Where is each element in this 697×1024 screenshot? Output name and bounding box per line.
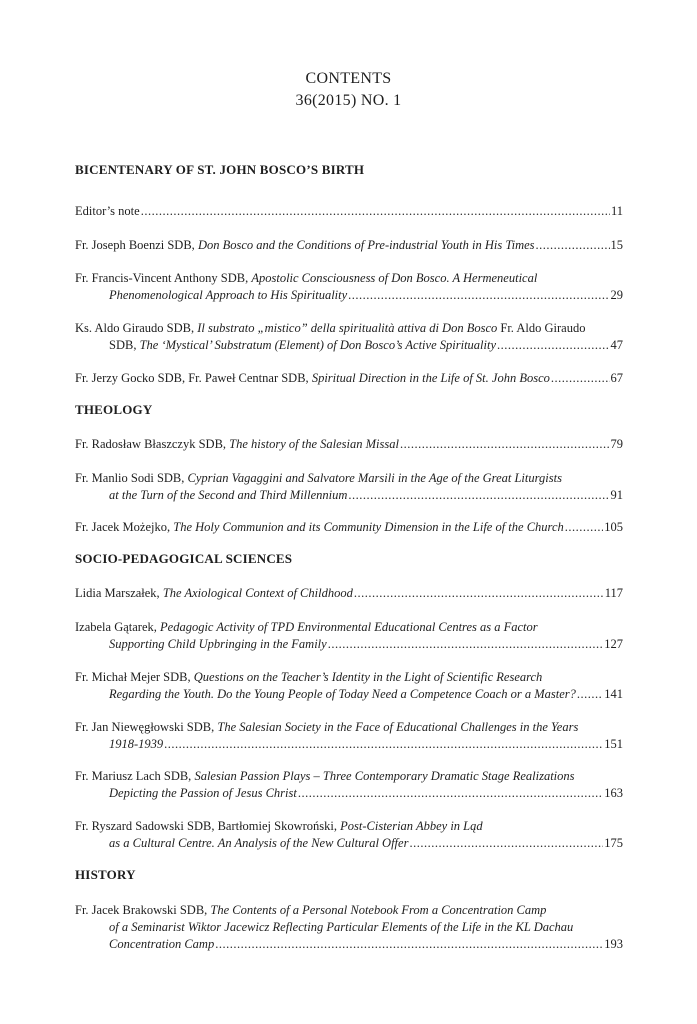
author-segment: Editor’s note <box>75 204 140 218</box>
section-heading: SOCIO-PEDAGOGICAL SCIENCES <box>75 551 293 566</box>
page-number[interactable]: 105 <box>604 520 623 534</box>
dot-leader <box>328 636 604 653</box>
toc-entry-line <box>75 619 623 636</box>
toc-entry[interactable] <box>75 270 623 304</box>
dot-leader <box>164 736 603 753</box>
page-number[interactable]: 15 <box>610 238 623 252</box>
article-title-segment: The history of the Salesian Missal <box>229 437 399 451</box>
toc-entry-line <box>75 519 623 536</box>
toc-entry-text <box>75 320 585 337</box>
toc-entry-text <box>109 785 297 802</box>
author-segment: Lidia Marszałek, <box>75 586 163 600</box>
toc-entry[interactable] <box>75 818 623 852</box>
toc-entry-line <box>75 835 623 852</box>
article-title-segment: Il substrato „mistico” della spiritualità attiva di Don Bosco <box>197 321 501 335</box>
dot-leader <box>215 936 603 953</box>
toc-entry[interactable] <box>75 619 623 653</box>
toc-entry-text <box>109 936 214 953</box>
dot-leader <box>348 487 609 504</box>
author-segment: SDB, <box>109 338 140 352</box>
article-title-segment: Post-Cisterian Abbey in Ląd <box>340 819 483 833</box>
toc-entry-line <box>75 669 623 686</box>
page-number[interactable]: 163 <box>604 786 623 800</box>
dot-leader <box>141 203 610 220</box>
article-title-segment: of a Seminarist Wiktor Jacewicz Reflecting Particular Elements of the Life in the KL Dachau <box>109 920 574 934</box>
article-title-segment: The Contents of a Personal Notebook From a Concentration Camp <box>210 903 547 917</box>
toc-entry-line <box>75 585 623 602</box>
toc-entry-text <box>109 736 163 753</box>
article-title-segment: The Holy Communion and its Community Dimension in the Life of the Church <box>173 520 564 534</box>
toc-entry-text <box>75 818 483 835</box>
article-title-segment: 1918-1939 <box>109 737 164 751</box>
page-number[interactable]: 117 <box>604 586 623 600</box>
toc-entry-line <box>75 470 623 487</box>
author-segment: Fr. Manlio Sodi SDB, <box>75 471 188 485</box>
toc-entry-line <box>75 337 623 354</box>
toc-entry-line <box>75 270 623 287</box>
dot-leader <box>298 785 603 802</box>
toc-entry-text <box>75 719 578 736</box>
toc-entry-text <box>75 370 550 387</box>
author-segment: Fr. Ryszard Sadowski SDB, Bartłomiej Skowroński, <box>75 819 341 833</box>
toc-entry[interactable] <box>75 370 623 387</box>
dot-leader <box>536 237 610 254</box>
toc-entry[interactable] <box>75 320 623 354</box>
page-number[interactable]: 47 <box>610 338 623 352</box>
toc-entry[interactable] <box>75 519 623 536</box>
toc-entry-line <box>75 719 623 736</box>
author-segment: Ks. Aldo Giraudo SDB, <box>75 321 198 335</box>
dot-leader <box>565 519 604 536</box>
toc-entry-text <box>75 519 564 536</box>
article-title-segment: Regarding the Youth. Do the Young People of Today Need a Competence Coach or a Master? <box>109 687 576 701</box>
article-title-segment: Questions on the Teacher’s Identity in the Light of Scientific Research <box>193 670 543 684</box>
toc-entry-line <box>75 736 623 753</box>
toc-entry-text <box>109 337 496 354</box>
toc-entry-text <box>75 203 140 220</box>
section-heading: THEOLOGY <box>75 402 153 417</box>
author-segment: Fr. Aldo Giraudo <box>500 321 586 335</box>
article-title-segment: The ‘Mystical’ Substratum (Element) of Don Bosco’s Active Spirituality <box>139 338 497 352</box>
toc-entry-text <box>109 835 408 852</box>
toc-entry-text <box>75 470 562 487</box>
toc-entry-line <box>75 919 623 936</box>
toc-entry-text <box>75 436 399 453</box>
dot-leader <box>354 585 604 602</box>
author-segment: Izabela Gątarek, <box>75 620 161 634</box>
toc-entry-text <box>75 902 546 919</box>
toc-entry-line <box>75 636 623 653</box>
article-title-segment: Apostolic Consciousness of Don Bosco. A Hermeneutical <box>251 271 538 285</box>
toc-entry-line <box>75 768 623 785</box>
author-segment: Fr. Mariusz Lach SDB, <box>75 769 195 783</box>
toc-entry[interactable] <box>75 237 623 254</box>
author-segment: Fr. Jacek Możejko, <box>75 520 174 534</box>
toc-entry-line <box>75 320 623 337</box>
page-number[interactable]: 141 <box>604 687 623 701</box>
article-title-segment: Salesian Passion Plays – Three Contemporary Dramatic Stage Realizations <box>194 769 575 783</box>
toc-entry-line <box>75 436 623 453</box>
article-title-segment: Depicting the Passion of Jesus Christ <box>109 786 297 800</box>
issue-number: 36(2015) NO. 1 <box>295 92 402 109</box>
toc-entry[interactable] <box>75 436 623 453</box>
section-heading: BICENTENARY OF ST. JOHN BOSCO’S BIRTH <box>75 162 365 177</box>
toc-entry-text <box>109 487 347 504</box>
article-title-segment: Supporting Child Upbringing in the Family <box>109 637 327 651</box>
toc-entry-line <box>75 902 623 919</box>
author-segment: Fr. Radosław Błaszczyk SDB, <box>75 437 230 451</box>
author-segment: Fr. Francis-Vincent Anthony SDB, <box>75 271 252 285</box>
toc-entry-line <box>75 237 623 254</box>
toc-entry-text <box>109 287 347 304</box>
section-heading: HISTORY <box>75 867 136 882</box>
toc-entry-line <box>75 370 623 387</box>
dot-leader <box>577 686 603 703</box>
toc-entry-line <box>75 936 623 953</box>
page-number[interactable]: 127 <box>604 637 623 651</box>
toc-entry-line <box>75 487 623 504</box>
dot-leader <box>400 436 610 453</box>
toc-entry-text <box>75 270 537 287</box>
article-title-segment: The Axiological Context of Childhood <box>162 586 353 600</box>
toc-entry[interactable] <box>75 719 623 753</box>
page-number[interactable]: 79 <box>610 437 623 451</box>
toc-entry-line <box>75 686 623 703</box>
toc-entry[interactable] <box>75 669 623 703</box>
page-number[interactable]: 175 <box>604 836 623 850</box>
article-title-segment: Phenomenological Approach to His Spirituality <box>109 288 348 302</box>
page-number[interactable]: 91 <box>610 488 623 502</box>
toc-entry-text <box>75 619 538 636</box>
page-number[interactable]: 67 <box>610 371 623 385</box>
article-title-segment: Spiritual Direction in the Life of St. John Bosco <box>311 371 550 385</box>
page-number[interactable]: 193 <box>604 937 623 951</box>
author-segment: Fr. Joseph Boenzi SDB, <box>75 238 198 252</box>
toc-entry-text <box>109 686 576 703</box>
author-segment: Fr. Jerzy Gocko SDB, Fr. Paweł Centnar SDB, <box>75 371 312 385</box>
toc-entry[interactable] <box>75 902 623 953</box>
toc-entry-text <box>75 585 353 602</box>
article-title-segment: at the Turn of the Second and Third Millennium <box>109 488 348 502</box>
toc-entry[interactable] <box>75 768 623 802</box>
author-segment: Fr. Jan Niewęgłowski SDB, <box>75 720 218 734</box>
author-segment: Fr. Jacek Brakowski SDB, <box>75 903 211 917</box>
page-number[interactable]: 29 <box>610 288 623 302</box>
page-title: CONTENTS <box>305 70 392 87</box>
dot-leader <box>497 337 609 354</box>
page-number[interactable]: 11 <box>610 204 623 218</box>
toc-entry-text <box>75 237 535 254</box>
article-title-segment: Cyprian Vagaggini and Salvatore Marsili in the Age of the Great Liturgists <box>187 471 562 485</box>
article-title-segment: Don Bosco and the Conditions of Pre-industrial Youth in His Times <box>197 238 535 252</box>
article-title-segment: Pedagogic Activity of TPD Environmental Educational Centres as a Factor <box>160 620 538 634</box>
toc-entry-line <box>75 203 623 220</box>
toc-entry-line <box>75 785 623 802</box>
dot-leader <box>348 287 609 304</box>
toc-entry-text <box>109 636 327 653</box>
toc-entry[interactable] <box>75 470 623 504</box>
toc-entry-text <box>109 919 573 936</box>
article-title-segment: as a Cultural Centre. An Analysis of the New Cultural Offer <box>109 836 409 850</box>
dot-leader <box>551 370 610 387</box>
page-number[interactable]: 151 <box>604 737 623 751</box>
article-title-segment: Concentration Camp <box>109 937 215 951</box>
toc-entry[interactable] <box>75 203 623 220</box>
toc-entry-text <box>75 768 575 785</box>
toc-entry-line <box>75 818 623 835</box>
toc-entry-line <box>75 287 623 304</box>
author-segment: Fr. Michał Mejer SDB, <box>75 670 194 684</box>
dot-leader <box>409 835 603 852</box>
article-title-segment: The Salesian Society in the Face of Educational Challenges in the Years <box>217 720 579 734</box>
toc-entry-text <box>75 669 542 686</box>
toc-entry[interactable] <box>75 585 623 602</box>
